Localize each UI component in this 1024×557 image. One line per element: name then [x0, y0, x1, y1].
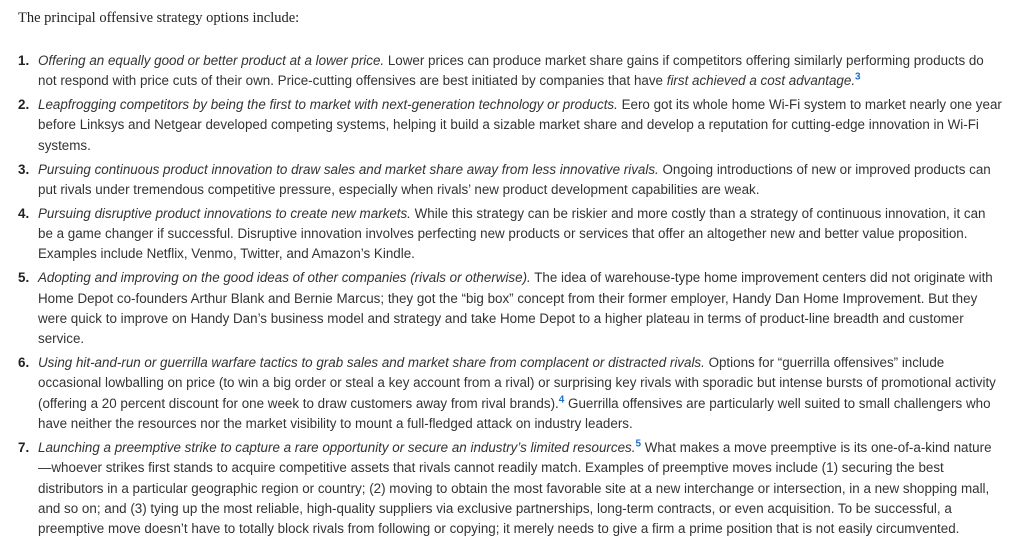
footnote-ref[interactable]: 3	[855, 71, 861, 83]
item-number: 3.	[18, 161, 30, 177]
item-text: While this strategy can be riskier and more costly than a strategy of continuous innovation, it can be a game changer if successful. Disruptive innovation involves perfecting new products or services that offer an altogether new and better value proposition. Examples include Netflix, Venmo, Twitter, and Amazon’s Kindle.	[38, 205, 986, 262]
item-text: Options for “guerrilla offensives” include occasional lowballing on price (to win a big order or steal a key account from a rival) or surprising key rivals with sporadic but intense bursts of promotional activity (offering a 20 percent discount for one week to draw customers away from rival brands).	[38, 355, 996, 411]
list-item	[18, 160, 1004, 201]
item-lead: Launching a preemptive strike to capture a rare opportunity or secure an industry’s limited resources.	[38, 439, 636, 455]
list-item	[18, 51, 1004, 92]
item-lead: Adopting and improving on the good ideas of other companies (rivals or otherwise).	[38, 270, 531, 286]
item-text: The idea of warehouse-type home improvement centers did not originate with Home Depot co-founders Arthur Blank and Bernie Marcus; they got the “big box” concept from their former employer, Handy Dan Home Improvement. But they were quick to improve on Handy Dan’s business model and strategy and take Home Depot to a higher plateau in terms of product-line breadth and customer service.	[38, 270, 993, 347]
item-number: 2.	[18, 97, 30, 113]
item-number: 1.	[18, 53, 30, 68]
item-number: 6.	[18, 355, 30, 371]
strategy-list	[18, 51, 1004, 539]
intro-paragraph: The principal offensive strategy options include:	[18, 10, 300, 26]
item-text-continued: What makes a move preemptive is its one-of-a-kind nature—whoever strikes first stands to acquire competitive assets that rivals cannot readily match. Examples of preemptive moves include (1) securing the best distributors in a particular geographic region or country; (2) moving to obtain the most favorable site at a new interchange or intersection, in a new shopping mall, and so on; and (3) tying up the most reliable, high-quality suppliers via exclusive partnerships, long-term contracts, or even acquisition. To be successful, a preemptive move doesn’t have to totally block rivals from following or copying; it merely needs to give a firm a prime position that is not easily circumvented.	[38, 439, 992, 537]
item-text: Lower prices can produce market share gains if competitors offering similarly performing products do not respond with price cuts of their own. Price-cutting offensives are best initiated by companies that have	[38, 53, 984, 89]
list-item	[18, 438, 1004, 539]
list-item	[18, 204, 1004, 265]
item-lead: Pursuing continuous product innovation to draw sales and market share away from less innovative rivals.	[38, 161, 659, 177]
item-lead: Leapfrogging competitors by being the first to market with next-generation technology or products.	[38, 97, 618, 113]
item-number: 4.	[18, 205, 30, 221]
item-italic: first achieved a cost advantage.	[666, 73, 856, 89]
footnote-ref[interactable]: 4	[558, 394, 565, 406]
item-text-continued: Guerrilla offensives are particularly well suited to small challengers who have neither the resources nor the market visibility to mount a full-fledged attack on industry leaders.	[38, 395, 991, 432]
footnote-ref[interactable]: 5	[635, 438, 641, 450]
item-text: Ongoing introductions of new or improved products can put rivals under tremendous competitive pressure, especially when rivals’ new product development capabilities are weak.	[38, 161, 991, 197]
item-number: 7.	[18, 439, 30, 455]
item-lead: Pursuing disruptive product innovations to create new markets.	[38, 205, 411, 221]
item-lead: Using hit-and-run or guerrilla warfare tactics to grab sales and market share from complacent or distracted rivals.	[38, 355, 705, 371]
item-number: 5.	[18, 270, 30, 286]
list-item	[18, 95, 1004, 156]
list-item	[18, 353, 1004, 434]
document-page	[18, 8, 1004, 543]
item-text: Eero got its whole home Wi-Fi system to market nearly one year before Linksys and Netgear developed competing systems, helping it build a sizable market share and develop a reputation for cutting-edge innovation in Wi-Fi systems.	[38, 97, 1002, 153]
item-lead: Offering an equally good or better product at a lower price.	[38, 53, 385, 68]
list-item	[18, 268, 1004, 349]
